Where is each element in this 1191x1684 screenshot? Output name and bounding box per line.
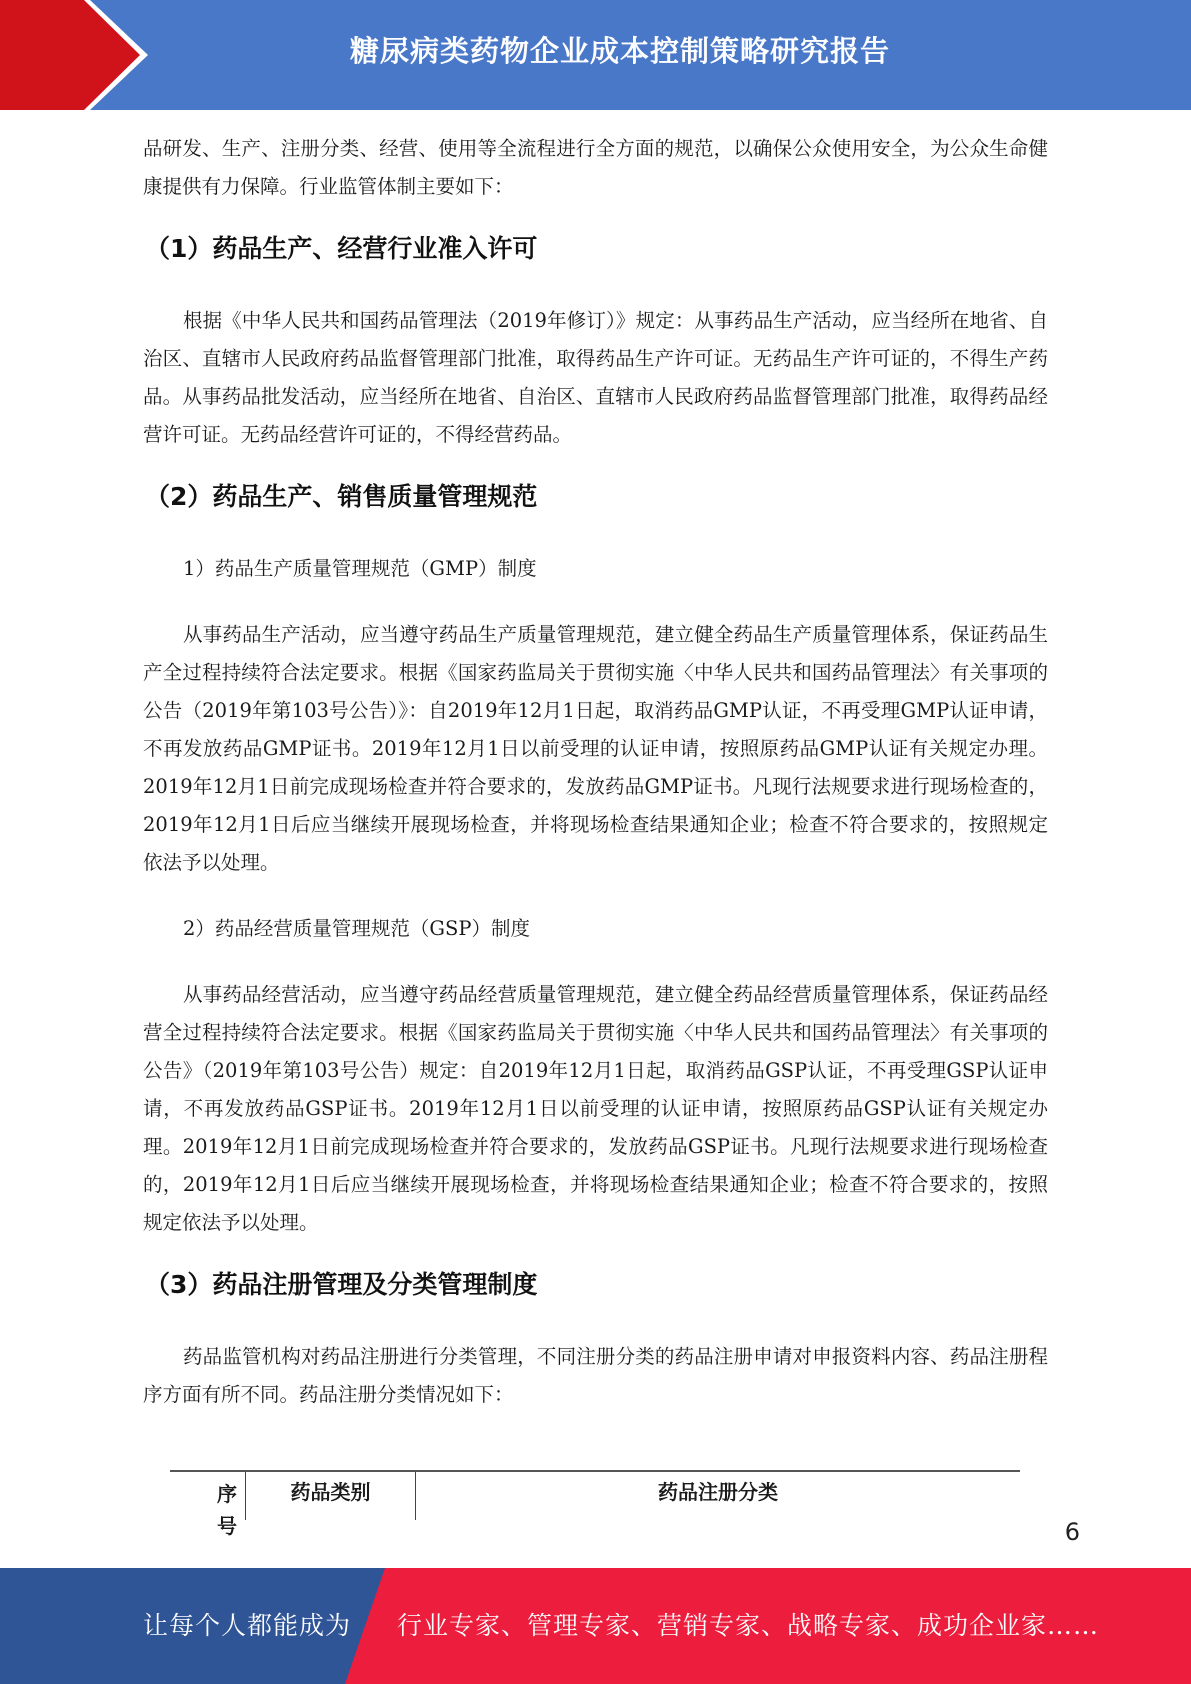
footer-slogan-left: 让每个人都能成为: [143, 1611, 352, 1640]
footer-banner: [0, 1568, 1191, 1684]
section-1-paragraph: 根据《中华人民共和国药品管理法（2019年修订）》规定：从事药品生产活动，应当经所在地省、自治区、直辖市人民政府药品监督管理部门批准，取得药品生产许可证。无药品生产许可证的，不得生产药品。从事药品批发活动，应当经所在地省、自治区、直辖市人民政府药品监督管理部门批准，取得药品经营许可证。无药品经营许可证的，不得经营药品。: [143, 309, 1048, 446]
gsp-paragraph: 从事药品经营活动，应当遵守药品经营质量管理规范，建立健全药品经营质量管理体系，保证药品经营全过程持续符合法定要求。根据《国家药监局关于贯彻实施〈中华人民共和国药品管理法〉有关事项的公告》（2019年第103号公告）规定：自2019年12月1日起，取消药品GSP认证，不再受理GSP认证申请，不再发放药品GSP证书。2019年12月1日以前受理的认证申请，按照原药品GSP认证有关规定办理。2019年12月1日前完成现场检查并符合要求的，发放药品GSP证书。凡现行法规要求进行现场检查的，2019年12月1日后应当继续开展现场检查，并将现场检查结果通知企业；检查不符合要求的，按照规定依法予以处理。: [143, 983, 1048, 1234]
subsection-title-gmp: 1）药品生产质量管理规范（GMP）制度: [183, 557, 537, 580]
table-header-category: [246, 1472, 416, 1520]
page-number: 6: [1064, 1518, 1080, 1546]
header-banner: [0, 0, 1191, 110]
section-heading-1: （1）药品生产、经营行业准入许可: [145, 234, 538, 263]
document-body: [143, 130, 1048, 1414]
table-header-index-label: 序号: [217, 1482, 237, 1538]
section-heading-2: （2）药品生产、销售质量管理规范: [145, 482, 538, 511]
section-heading-3: （3）药品注册管理及分类管理制度: [145, 1270, 538, 1299]
subsection-title-gsp: 2）药品经营质量管理规范（GSP）制度: [183, 917, 530, 940]
report-title: 糖尿病类药物企业成本控制策略研究报告: [349, 34, 890, 68]
table-header-registration-class-label: 药品注册分类: [658, 1480, 778, 1504]
table-header-registration-class: [416, 1472, 1020, 1520]
gmp-paragraph: 从事药品生产活动，应当遵守药品生产质量管理规范，建立健全药品生产质量管理体系，保证药品生产全过程持续符合法定要求。根据《国家药监局关于贯彻实施〈中华人民共和国药品管理法〉有关事项的公告（2019年第103号公告）》：自2019年12月1日起，取消药品GMP认证，不再受理GMP认证申请，不再发放药品GMP证书。2019年12月1日以前受理的认证申请，按照原药品GMP认证有关规定办理。2019年12月1日前完成现场检查并符合要求的，发放药品GMP证书。凡现行法规要求进行现场检查的，2019年12月1日后应当继续开展现场检查，并将现场检查结果通知企业；检查不符合要求的，按照规定依法予以处理。: [143, 623, 1048, 874]
table-header-index: [170, 1472, 246, 1538]
section-3-paragraph: 药品监管机构对药品注册进行分类管理，不同注册分类的药品注册申请对申报资料内容、药品注册程序方面有所不同。药品注册分类情况如下：: [143, 1345, 1048, 1406]
registration-table: [170, 1470, 1020, 1538]
intro-paragraph: 品研发、生产、注册分类、经营、使用等全流程进行全方面的规范，以确保公众使用安全，为公众生命健康提供有力保障。行业监管体制主要如下：: [143, 137, 1048, 198]
header-arrow-decoration: [0, 0, 160, 110]
table-header-category-label: 药品类别: [290, 1480, 371, 1504]
footer-slogan-right: 行业专家、管理专家、营销专家、战略专家、成功企业家……: [397, 1611, 1100, 1640]
